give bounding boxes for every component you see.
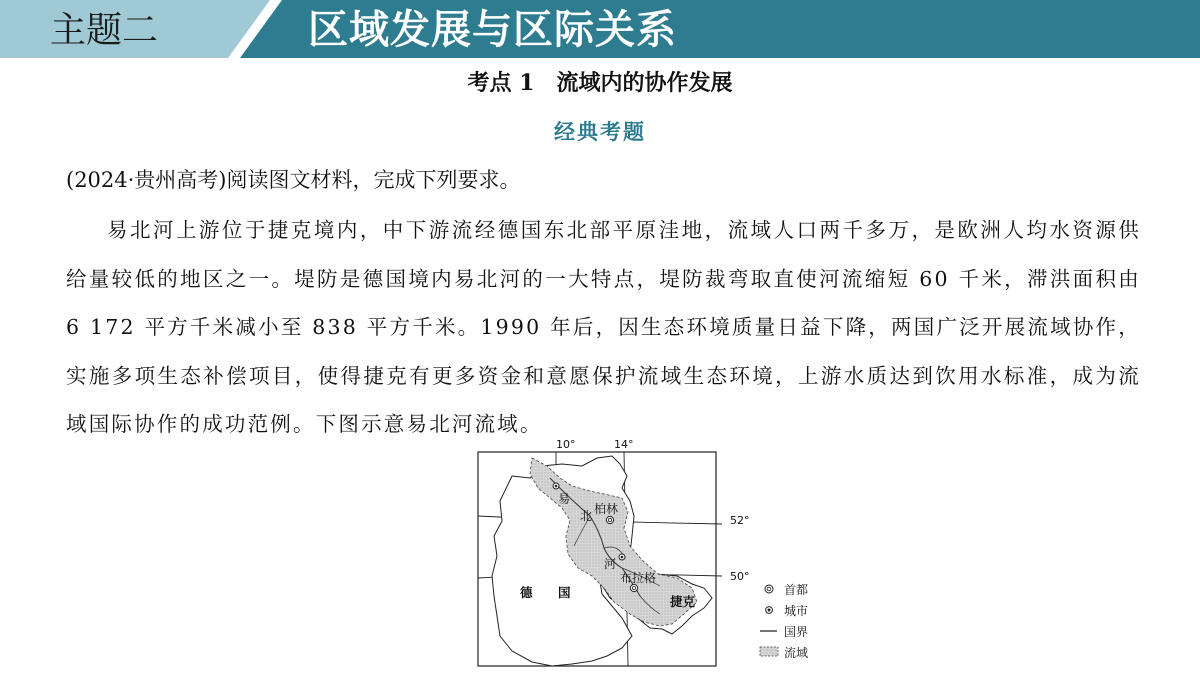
city-marker-hamburg [553, 483, 559, 489]
country-label-de: 德 [520, 585, 533, 600]
legend-capital-icon [765, 585, 773, 593]
river-label-he: 河 [604, 557, 617, 571]
section-heading [0, 66, 1200, 97]
lon-label-14: 14° [614, 438, 634, 451]
map-graphic [472, 436, 832, 671]
lat-label-52: 52° [730, 514, 750, 527]
page-title: 区域发展与区际关系 [308, 7, 677, 53]
legend-city-icon [766, 607, 773, 614]
country-label-czech: 捷克 [670, 594, 696, 609]
kaodian-title: 流域内的协作发展 [556, 70, 733, 96]
slide-header [0, 0, 1200, 62]
legend-basin-icon [760, 647, 778, 656]
river-label-yi: 易 [558, 492, 571, 506]
classic-heading: 经典考题 [554, 119, 646, 144]
elbe-basin-map [472, 436, 832, 671]
capital-marker-berlin [606, 516, 613, 523]
legend-city-label: 城市 [784, 604, 809, 618]
river-label-bei: 北 [580, 509, 593, 523]
lat-label-50: 50° [730, 570, 750, 583]
country-label-guo: 国 [558, 585, 571, 600]
lon-label-10: 10° [556, 438, 576, 451]
topic-label: 主题二 [50, 10, 159, 51]
question-passage: 易北河上游位于捷克境内，中下游流经德国东北部平原洼地，流域人口两千多万，是欧洲人均水资源供给量较低的地区之一。堤防是德国境内易北河的一大特点，堤防裁弯取直使河流缩短 60 千米，滞洪面积由 6 172 平方千米减小至 838 平方千米。1990 年后，因生态环境质量日益下降，两国广泛开展流域协作，实施多项生态补偿项目，使得捷克有更多资金和意愿保护流域生态环境，上游水质达到饮用水标准，成为流域国际协作的成功范例。下图示意易北河流域。 [66, 218, 1141, 436]
legend-border-label: 国界 [784, 625, 809, 639]
kaodian-number: 考点 1 [467, 70, 535, 96]
city-label-berlin: 柏林 [594, 502, 619, 516]
legend-capital-label: 首都 [784, 583, 809, 597]
city-marker-dresden [619, 554, 625, 560]
city-label-prague: 布拉格 [620, 571, 657, 585]
question-intro: (2024·贵州高考)阅读图文材料，完成下列要求。 [66, 168, 521, 192]
legend-basin-label: 流域 [784, 646, 809, 660]
